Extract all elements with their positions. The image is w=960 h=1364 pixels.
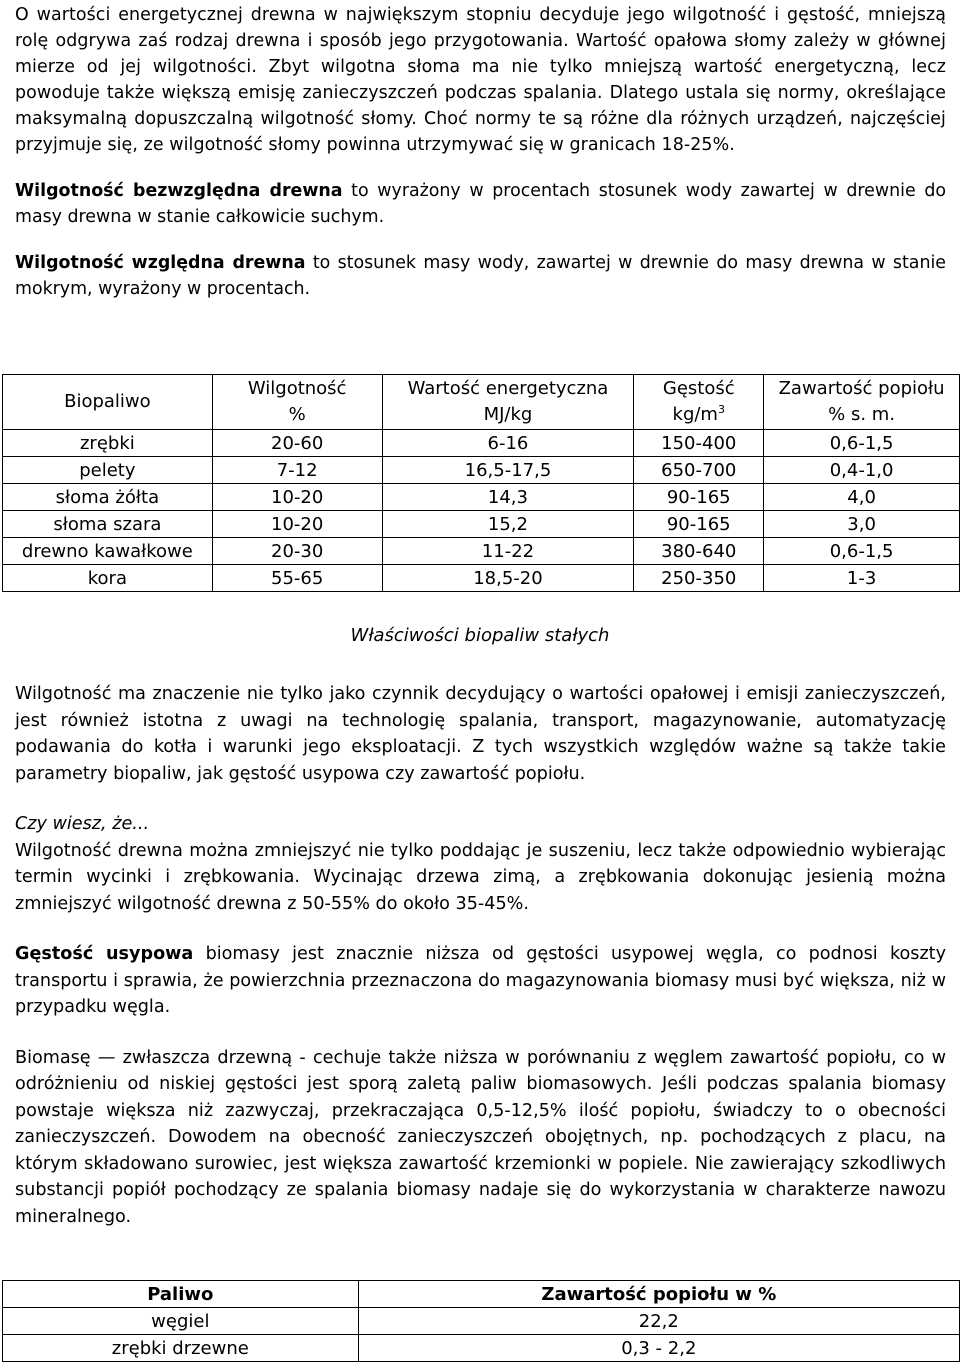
table-row — [3, 484, 960, 511]
header-cell: Gęstość $kg/m^3$ — [634, 375, 764, 430]
bulk-density-term: Gęstość usypowa — [15, 944, 194, 964]
table-cell: słoma szara — [3, 511, 213, 538]
relative-moisture-definition — [15, 250, 946, 302]
ash-content-paragraph: Biomasę — zwłaszcza drzewną - cechuje także niższa w porównaniu z węglem zawartość popiołu, co w odróżnieniu od niskiej gęstości jest sporą zaletą paliw biomasowych. Jeśli podczas spalania biomasy powstaje większa niż zazwyczaj, przekraczająca 0,5-12,5% ilość popiołu, świadczy to o obecności zanieczyszczeń. Dowodem na obecność zanieczyszczeń obojętnych, np. pochodzących z placu, na którym składowano surowiec, jest większa zawartość krzemionki w popiele. Nie zawierający szkodliwych substancji popiół pochodzący ze spalania biomasy nadaje się do wykorzystania w charakterze nawozu mineralnego. — [15, 1047, 946, 1227]
table-cell: 7-12 — [212, 457, 382, 484]
table-cell: 90-165 — [634, 511, 764, 538]
table-header-row — [3, 1281, 960, 1308]
relative-moisture-term: Wilgotność względna drewna — [15, 253, 306, 273]
table-cell: 650-700 — [634, 457, 764, 484]
table-cell: pelety — [3, 457, 213, 484]
table-cell: 1-3 — [764, 565, 960, 592]
table-cell: 22,2 — [358, 1308, 959, 1335]
bulk-density-paragraph — [15, 941, 946, 1021]
table-cell: 3,0 — [764, 511, 960, 538]
table-row — [3, 1308, 960, 1335]
table-cell: 380-640 — [634, 538, 764, 565]
table-row — [3, 1335, 960, 1362]
table-row — [3, 565, 960, 592]
drying-paragraph: Wilgotność drewna można zmniejszyć nie tylko poddając je suszeniu, lecz także odpowiednio wybierając termin wycinki i zrębkowania. Wycinając drzewa zimą, a zrębkowania dokonując jesienią można zmniejszyć wilgotność drewna z 50-55% do około 35-45%. — [15, 840, 946, 914]
table-cell: 16,5-17,5 — [382, 457, 634, 484]
intro-paragraph-moisture: O wartości energetycznej drewna w największym stopniu decyduje jego wilgotność i gęstość, mniejszą rolę odgrywa zaś rodzaj drewna i sposób jego przygotowania. Wartość opałowa słomy zależy w głównej mierze od jej wilgotności. Zbyt wilgotna słoma ma nie tylko mniejszą wartość energetyczną, lecz powoduje także większą emisję zanieczyszczeń podczas spalania. Dlatego ustala się normy, określające maksymalną dopuszczalną wilgotność słomy. Choć normy te są różne dla różnych urządzeń, najczęściej przyjmuje się, ze wilgotność słomy powinna utrzymywać się w granicach 18-25%. — [15, 5, 946, 155]
table-cell: 10-20 — [212, 484, 382, 511]
bulk-density-text: biomasy jest znacznie niższa od gęstości usypowej węgla, co podnosi koszty transportu i sprawia, że powierzchnia przeznaczona do magazynowania biomasy musi być większa, niż w przypadku węgla. — [15, 944, 946, 1017]
table-cell: węgiel — [3, 1308, 359, 1335]
table-cell: zrębki — [3, 430, 213, 457]
absolute-moisture-text: to wyrażony w procentach stosunek wody zawartej w drewnie do masy drewna w stanie całkowicie suchym. — [15, 181, 946, 227]
table-caption: Właściwości biopaliw stałych — [350, 625, 610, 646]
table-cell: 0,6-1,5 — [764, 430, 960, 457]
table-cell: 11-22 — [382, 538, 634, 565]
absolute-moisture-term: Wilgotność bezwzględna drewna — [15, 181, 343, 201]
table-row — [3, 457, 960, 484]
table-cell: 90-165 — [634, 484, 764, 511]
fuel-ash-table — [2, 1280, 960, 1362]
table-cell: 0,4-1,0 — [764, 457, 960, 484]
table-cell: 15,2 — [382, 511, 634, 538]
body-section — [15, 681, 946, 1230]
table-cell: 6-16 — [382, 430, 634, 457]
table-row — [3, 511, 960, 538]
table-cell: 0,3 - 2,2 — [358, 1335, 959, 1362]
table-cell: 0,6-1,5 — [764, 538, 960, 565]
relative-moisture-text: to stosunek masy wody, zawartej w drewnie do masy drewna w stanie mokrym, wyrażony w procentach. — [15, 253, 946, 299]
table-cell: 150-400 — [634, 430, 764, 457]
did-you-know-heading: Czy wiesz, że... — [15, 814, 150, 834]
biofuel-properties-table — [2, 374, 960, 592]
table-cell: 20-30 — [212, 538, 382, 565]
table-cell: 250-350 — [634, 565, 764, 592]
absolute-moisture-definition — [15, 178, 946, 230]
header-cell: Zawartość popiołu % s. m. — [764, 375, 960, 430]
table-cell: 14,3 — [382, 484, 634, 511]
table-cell: zrębki drzewne — [3, 1335, 359, 1362]
table-cell: 20-60 — [212, 430, 382, 457]
table-row — [3, 538, 960, 565]
table-cell: słoma żółta — [3, 484, 213, 511]
header-cell: Biopaliwo — [3, 375, 213, 430]
table-cell: drewno kawałkowe — [3, 538, 213, 565]
intro-section — [15, 2, 946, 302]
table-cell: kora — [3, 565, 213, 592]
table-cell: 10-20 — [212, 511, 382, 538]
table-row — [3, 430, 960, 457]
table-cell: 4,0 — [764, 484, 960, 511]
table-cell: 18,5-20 — [382, 565, 634, 592]
table-header-row — [3, 375, 960, 430]
header-cell: Zawartość popiołu w % — [358, 1281, 959, 1308]
header-cell: Wartość energetyczna MJ/kg — [382, 375, 634, 430]
header-cell: Paliwo — [3, 1281, 359, 1308]
table-cell: 55-65 — [212, 565, 382, 592]
header-cell: Wilgotność % — [212, 375, 382, 430]
moisture-importance-paragraph: Wilgotność ma znaczenie nie tylko jako czynnik decydujący o wartości opałowej i emisji zanieczyszczeń, jest również istotna z uwagi na technologię spalania, transport, magazynowanie, automatyzację podawania do kotła i warunki jego eksploatacji. Z tych wszystkich względów ważne są także takie parametry biopaliw, jak gęstość usypowa czy zawartość popiołu. — [15, 684, 946, 784]
